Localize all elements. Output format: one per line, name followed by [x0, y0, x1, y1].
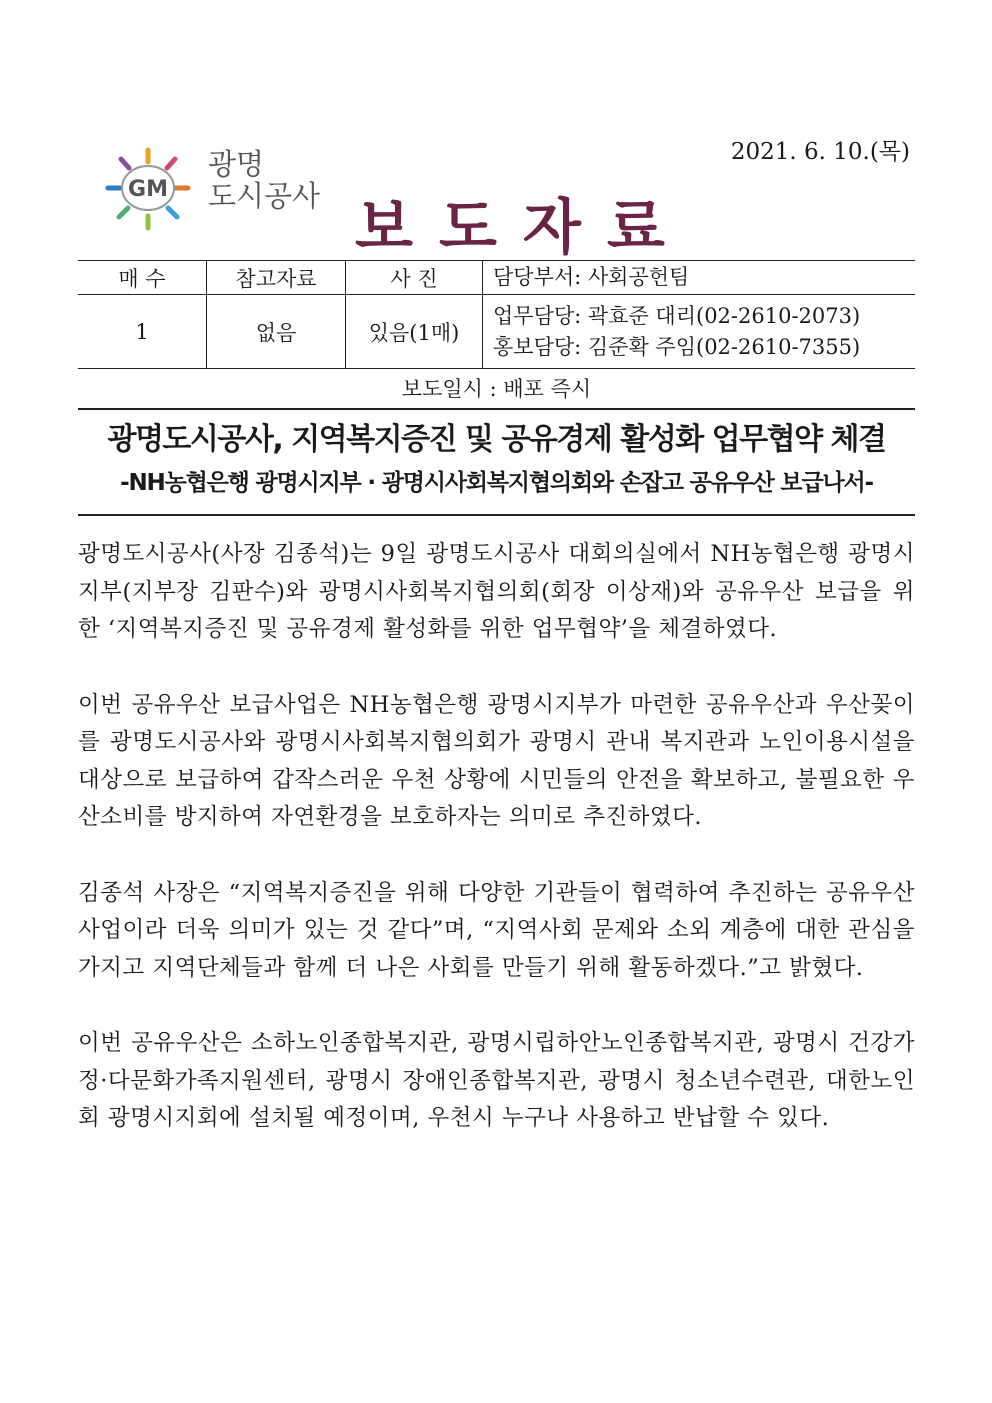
article-body — [78, 536, 915, 1176]
contact-work: 업무담당: 곽효준 대리(02-2610-2073) — [493, 303, 861, 328]
info-table — [78, 260, 915, 369]
org-logo — [98, 140, 338, 240]
paragraph: 이번 공유우산 보급사업은 NH농협은행 광명시지부가 마련한 공유우산과 우산꽂이를 광명도시공사와 광명시사회복지협의회가 광명시 관내 복지관과 노인이용시설을 대상으로 보급하여 갑작스러운 우천 상황에 시민들의 안전을 확보하고, 불필요한 우산소비를 방지하여 자연환경을 보호하자는 의미로 추진하였다. — [78, 691, 915, 830]
org-name-line2: 도시공사 — [208, 179, 321, 213]
dept-cell: 담당부서: 사회공헌팀 — [483, 261, 916, 295]
headline: 광명도시공사, 지역복지증진 및 공유경제 활성화 업무협약 체결 — [107, 422, 886, 457]
contact-pr: 홍보담당: 김준확 주임(02-2610-7355) — [493, 334, 861, 359]
value-reference: 없음 — [207, 295, 346, 369]
paragraph: 이번 공유우산은 소하노인종합복지관, 광명시립하안노인종합복지관, 광명시 건강가정·다문화가족지원센터, 광명시 장애인종합복지관, 광명시 청소년수련관, 대한노인회 광명시지회에 설치될 예정이며, 우천시 누구나 사용하고 반납할 수 있다. — [78, 1030, 915, 1131]
subheadline: -NH농협은행 광명시지부 · 광명시사회복지협의회와 손잡고 공유우산 보급나서- — [120, 470, 873, 496]
header-reference: 참고자료 — [207, 261, 346, 295]
paragraph: 김종석 사장은 “지역복지증진을 위해 다양한 기관들이 협력하여 추진하는 공유우산 사업이라 더욱 의미가 있는 것 같다”며, “지역사회 문제와 소외 계층에 대한 관심을 가지고 지역단체들과 함께 더 나은 사회를 만들기 위해 활동하겠다.”고 밝혔다. — [78, 879, 915, 981]
gm-logo-icon — [98, 140, 198, 240]
headline-divider — [78, 514, 915, 516]
header-photo: 사 진 — [346, 261, 483, 295]
value-photo: 있음(1매) — [346, 295, 483, 369]
header-pages: 매 수 — [78, 261, 207, 295]
logo-mark: GM — [128, 177, 168, 202]
contacts-cell — [483, 295, 916, 369]
release-time: 보도일시 : 배포 즉시 — [78, 370, 915, 410]
value-pages: 1 — [78, 295, 207, 369]
org-name — [208, 148, 320, 212]
org-name-line1: 광명 — [208, 147, 265, 181]
release-date: 2021. 6. 10.(목) — [730, 139, 910, 165]
paragraph: 광명도시공사(사장 김종석)는 9일 광명도시공사 대회의실에서 NH농협은행 광명시지부(지부장 김판수)와 광명시사회복지협의회(회장 이상재)와 공유우산 보급을 위한 ‘지역복지증진 및 공유경제 활성화를 위한 업무협약’을 체결하였다. — [78, 541, 915, 642]
headline-block — [78, 414, 915, 500]
doc-title: 보도자료 — [355, 193, 691, 263]
